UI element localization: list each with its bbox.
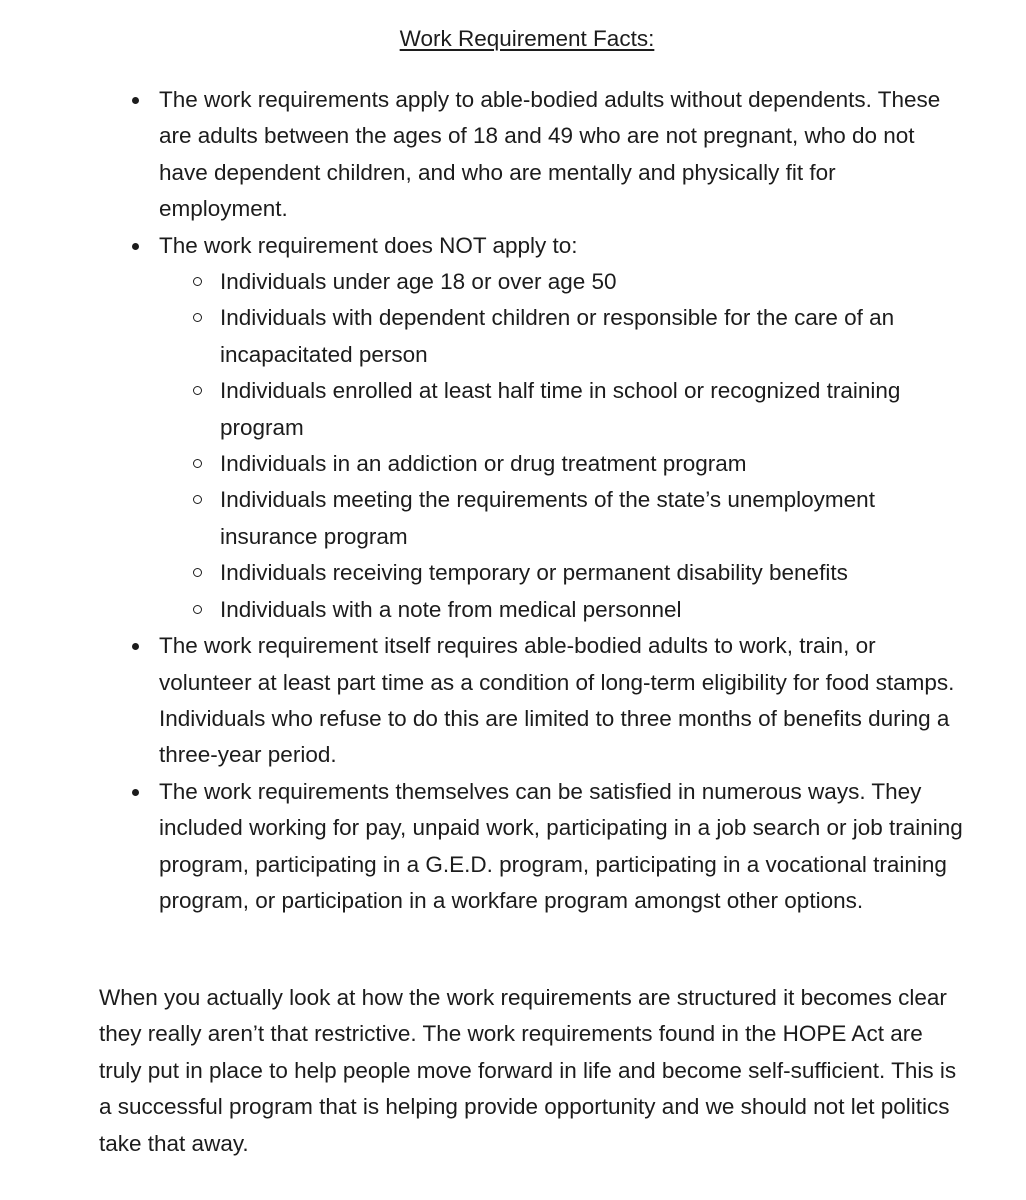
closing-paragraph: When you actually look at how the work requirements are structured it becomes clear they really aren’t that restrictive. The work requirements found in the HOPE Act are truly put in place to help people move forward in life and become self-sufficient. This is a successful program that is helping provide opportunity and we should not let politics take that away. <box>99 985 957 1156</box>
facts-list <box>159 82 969 919</box>
document-title: Work Requirement Facts: <box>399 26 655 51</box>
fact-bullet-exemptions <box>159 228 969 628</box>
exemption-item: Individuals with dependent children or responsible for the care of an incapacitated person <box>220 300 969 373</box>
fact-bullet-satisfaction: The work requirements themselves can be satisfied in numerous ways. They included working for pay, unpaid work, participating in a job search or job training program, participating in a G.E.D. program, participating in a vocational training program, or participation in a workfare program amongst other options. <box>159 774 969 920</box>
exemption-item: Individuals in an addiction or drug treatment program <box>220 446 969 482</box>
exemptions-list <box>159 264 969 628</box>
exemption-item: Individuals meeting the requirements of the state’s unemployment insurance program <box>220 482 969 555</box>
exemptions-intro: The work requirement does NOT apply to: <box>159 232 578 258</box>
fact-bullet-requirement: The work requirement itself requires able-bodied adults to work, train, or volunteer at least part time as a condition of long-term eligibility for food stamps. Individuals who refuse to do this are limited to three months of benefits during a three-year period. <box>159 628 969 774</box>
fact-bullet-eligibility: The work requirements apply to able-bodied adults without dependents. These are adults between the ages of 18 and 49 who are not pregnant, who do not have dependent children, and who are mentally and physically fit for employment. <box>159 82 969 228</box>
exemption-item: Individuals under age 18 or over age 50 <box>220 264 969 300</box>
exemption-item: Individuals enrolled at least half time in school or recognized training program <box>220 373 969 446</box>
exemption-item: Individuals with a note from medical personnel <box>220 592 969 628</box>
exemption-item: Individuals receiving temporary or permanent disability benefits <box>220 555 969 591</box>
